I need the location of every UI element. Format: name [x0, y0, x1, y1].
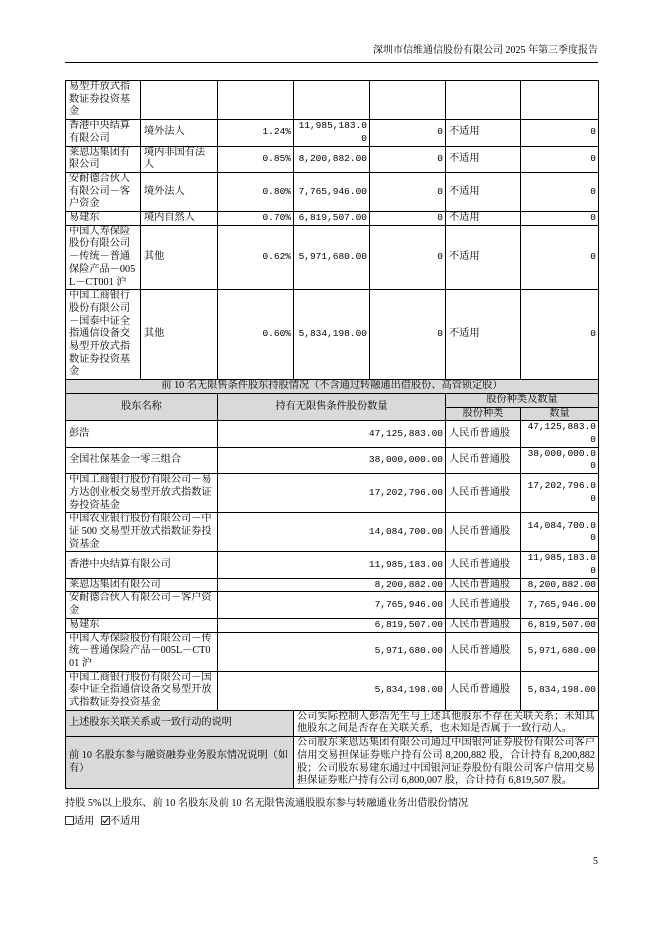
share-type-cell: 人民币普通股 — [446, 421, 521, 447]
pledge-quantity-cell: 0 — [521, 146, 599, 172]
pledge-quantity-cell: 0 — [521, 225, 599, 290]
pledge-quantity-cell: 0 — [521, 212, 599, 226]
unrestricted-name-cell: 中国工商银行股份有限公司－国泰中证全指通信设备交易型开放式指数证券投资基金 — [66, 671, 218, 710]
related-parties-label: 上述股东关联关系或一致行动的说明 — [66, 710, 294, 736]
unrestricted-row — [66, 671, 599, 710]
restricted-shares-cell: 0 — [370, 172, 446, 211]
unrestricted-row — [66, 513, 599, 552]
header-unrestricted-qty: 持有无限售条件股份数量 — [218, 393, 446, 420]
share-amount-cell: 8,200,882.00 — [521, 578, 599, 592]
page-number: 5 — [593, 856, 598, 867]
empty-cell — [218, 81, 294, 120]
report-header-title: 深圳市信维通信股份有限公司 2025 年第三季度报告 — [373, 45, 598, 56]
unrestricted-row — [66, 474, 599, 513]
top10-row — [66, 290, 599, 380]
header-shareholder-name: 股东名称 — [66, 393, 218, 420]
holding-ratio-cell: 0.85% — [218, 146, 294, 172]
unrestricted-row — [66, 552, 599, 578]
shareholder-name-cell: 中国人寿保险股份有限公司－传统－普通保险产品－005L－CT001 沪 — [66, 225, 141, 290]
margin-trading-text: 公司股东莱恩达集团有限公司通过中国银河证券股份有限公司客户信用交易担保证券账户持有公司 8,200,882 股，合计持有 8,200,882 股；公司股东易建东通过中国银河证券股份有限公司客户信用交易担保证券账户持有公司 6,800,007 股，合计持有 6,819,507 股。 — [294, 737, 599, 789]
share-type-cell: 人民币普通股 — [446, 513, 521, 552]
shareholder-nature-cell: 境内自然人 — [141, 212, 218, 226]
empty-cell — [141, 81, 218, 120]
shareholder-name-cell: 易型开放式指数证券投资基金 — [66, 81, 141, 120]
lending-title: 持股 5%以上股东、前 10 名股东及前 10 名无限售流通股股东参与转融通业务出借股份情况 — [65, 797, 469, 809]
lending-section — [65, 798, 598, 828]
unrestricted-name-cell: 易建东 — [66, 618, 218, 632]
shareholder-nature-cell: 其他 — [141, 290, 218, 380]
unrestricted-name-cell: 中国农业银行股份有限公司－中证 500 交易型开放式指数证券投资基金 — [66, 513, 218, 552]
unrestricted-qty-cell: 7,765,946.00 — [218, 592, 446, 618]
unrestricted-qty-cell: 11,985,183.00 — [218, 552, 446, 578]
unrestricted-name-cell: 莱恩达集团有限公司 — [66, 578, 218, 592]
top10-row — [66, 81, 599, 120]
share-amount-cell: 6,819,507.00 — [521, 618, 599, 632]
share-type-cell: 人民币普通股 — [446, 552, 521, 578]
pledge-status-cell: 不适用 — [446, 212, 521, 226]
option-applicable-label: 适用 — [74, 815, 95, 827]
section-title-row — [66, 380, 599, 394]
shareholder-nature-cell: 其他 — [141, 225, 218, 290]
header-divider — [65, 62, 598, 63]
unrestricted-row — [66, 421, 599, 447]
shares-held-cell: 8,200,882.00 — [294, 146, 370, 172]
header-share-amount: 数量 — [521, 407, 599, 421]
shareholder-table — [65, 80, 599, 789]
pledge-status-cell: 不适用 — [446, 290, 521, 380]
share-type-cell: 人民币普通股 — [446, 632, 521, 671]
header-share-type-group: 股份种类及数量 — [446, 393, 599, 407]
unrestricted-name-cell: 中国工商银行股份有限公司－易方达创业板交易型开放式指数证券投资基金 — [66, 474, 218, 513]
unrestricted-name-cell: 彭浩 — [66, 421, 218, 447]
option-applicable — [65, 816, 94, 829]
margin-trading-note-row — [66, 737, 599, 789]
report-content — [65, 80, 598, 828]
option-not-applicable — [101, 816, 141, 829]
empty-cell — [370, 81, 446, 120]
unrestricted-qty-cell: 5,834,198.00 — [218, 671, 446, 710]
unrestricted-qty-cell: 5,971,680.00 — [218, 632, 446, 671]
restricted-shares-cell: 0 — [370, 290, 446, 380]
unrestricted-qty-cell: 47,125,883.00 — [218, 421, 446, 447]
unrestricted-qty-cell: 14,084,700.00 — [218, 513, 446, 552]
unrestricted-header-row — [66, 393, 599, 407]
shareholder-name-cell: 易建东 — [66, 212, 141, 226]
top10-row — [66, 172, 599, 211]
pledge-status-cell: 不适用 — [446, 120, 521, 146]
shares-held-cell: 7,765,946.00 — [294, 172, 370, 211]
share-amount-cell: 47,125,883.00 — [521, 421, 599, 447]
pledge-quantity-cell: 0 — [521, 120, 599, 146]
shares-held-cell: 5,834,198.00 — [294, 290, 370, 380]
shareholder-name-cell: 安耐德合伙人有限公司－客户资金 — [66, 172, 141, 211]
header-share-type: 股份种类 — [446, 407, 521, 421]
share-amount-cell: 7,765,946.00 — [521, 592, 599, 618]
shareholder-nature-cell: 境外法人 — [141, 120, 218, 146]
share-type-cell: 人民币普通股 — [446, 578, 521, 592]
restricted-shares-cell: 0 — [370, 225, 446, 290]
share-type-cell: 人民币普通股 — [446, 447, 521, 473]
holding-ratio-cell: 0.70% — [218, 212, 294, 226]
unrestricted-row — [66, 632, 599, 671]
unrestricted-row — [66, 592, 599, 618]
unrestricted-qty-cell: 8,200,882.00 — [218, 578, 446, 592]
unrestricted-row — [66, 618, 599, 632]
shares-held-cell: 11,985,183.00 — [294, 120, 370, 146]
unrestricted-row — [66, 447, 599, 473]
share-type-cell: 人民币普通股 — [446, 592, 521, 618]
margin-trading-label: 前 10 名股东参与融资融券业务股东情况说明（如有） — [66, 737, 294, 789]
share-amount-cell: 5,834,198.00 — [521, 671, 599, 710]
unrestricted-qty-cell: 6,819,507.00 — [218, 618, 446, 632]
share-type-cell: 人民币普通股 — [446, 474, 521, 513]
shareholder-name-cell: 中国工商银行股份有限公司－国泰中证全指通信设备交易型开放式指数证券投资基金 — [66, 290, 141, 380]
unrestricted-row — [66, 578, 599, 592]
shares-held-cell: 6,819,507.00 — [294, 212, 370, 226]
lending-options — [65, 816, 598, 829]
pledge-quantity-cell: 0 — [521, 172, 599, 211]
shareholder-nature-cell: 境外法人 — [141, 172, 218, 211]
empty-cell — [294, 81, 370, 120]
holding-ratio-cell: 0.80% — [218, 172, 294, 211]
related-parties-text: 公司实际控制人彭浩先生与上述其他股东不存在关联关系；未知其他股东之间是否存在关联关系，也未知是否属于一致行动人。 — [294, 710, 599, 736]
shareholder-nature-cell: 境内非国有法人 — [141, 146, 218, 172]
unrestricted-qty-cell: 17,202,796.00 — [218, 474, 446, 513]
share-amount-cell: 5,971,680.00 — [521, 632, 599, 671]
share-amount-cell: 14,084,700.00 — [521, 513, 599, 552]
option-not-applicable-label: 不适用 — [109, 815, 141, 827]
pledge-quantity-cell: 0 — [521, 290, 599, 380]
holding-ratio-cell: 0.60% — [218, 290, 294, 380]
unrestricted-qty-cell: 38,000,000.00 — [218, 447, 446, 473]
restricted-shares-cell: 0 — [370, 212, 446, 226]
unrestricted-name-cell: 中国人寿保险股份有限公司－传统－普通保险产品－005L－CT001 沪 — [66, 632, 218, 671]
shares-held-cell: 5,971,680.00 — [294, 225, 370, 290]
checkbox-checked-icon — [101, 816, 110, 825]
unrestricted-name-cell: 香港中央结算有限公司 — [66, 552, 218, 578]
share-type-cell: 人民币普通股 — [446, 671, 521, 710]
share-amount-cell: 11,985,183.00 — [521, 552, 599, 578]
share-amount-cell: 38,000,000.00 — [521, 447, 599, 473]
share-type-cell: 人民币普通股 — [446, 618, 521, 632]
unrestricted-section-title: 前 10 名无限售条件股东持股情况（不含通过转融通出借股份、高管锁定股） — [66, 380, 599, 394]
checkbox-unchecked-icon — [65, 816, 74, 825]
pledge-status-cell: 不适用 — [446, 146, 521, 172]
top10-row — [66, 225, 599, 290]
pledge-status-cell: 不适用 — [446, 225, 521, 290]
restricted-shares-cell: 0 — [370, 120, 446, 146]
empty-cell — [521, 81, 599, 120]
pledge-status-cell: 不适用 — [446, 172, 521, 211]
holding-ratio-cell: 0.62% — [218, 225, 294, 290]
holding-ratio-cell: 1.24% — [218, 120, 294, 146]
share-amount-cell: 17,202,796.00 — [521, 474, 599, 513]
top10-row — [66, 120, 599, 146]
restricted-shares-cell: 0 — [370, 146, 446, 172]
shareholder-name-cell: 香港中央结算有限公司 — [66, 120, 141, 146]
top10-row — [66, 212, 599, 226]
unrestricted-name-cell: 全国社保基金一零三组合 — [66, 447, 218, 473]
related-parties-note-row — [66, 710, 599, 736]
shareholder-name-cell: 莱恩达集团有限公司 — [66, 146, 141, 172]
unrestricted-name-cell: 安耐德合伙人有限公司－客户资金 — [66, 592, 218, 618]
top10-row — [66, 146, 599, 172]
empty-cell — [446, 81, 521, 120]
